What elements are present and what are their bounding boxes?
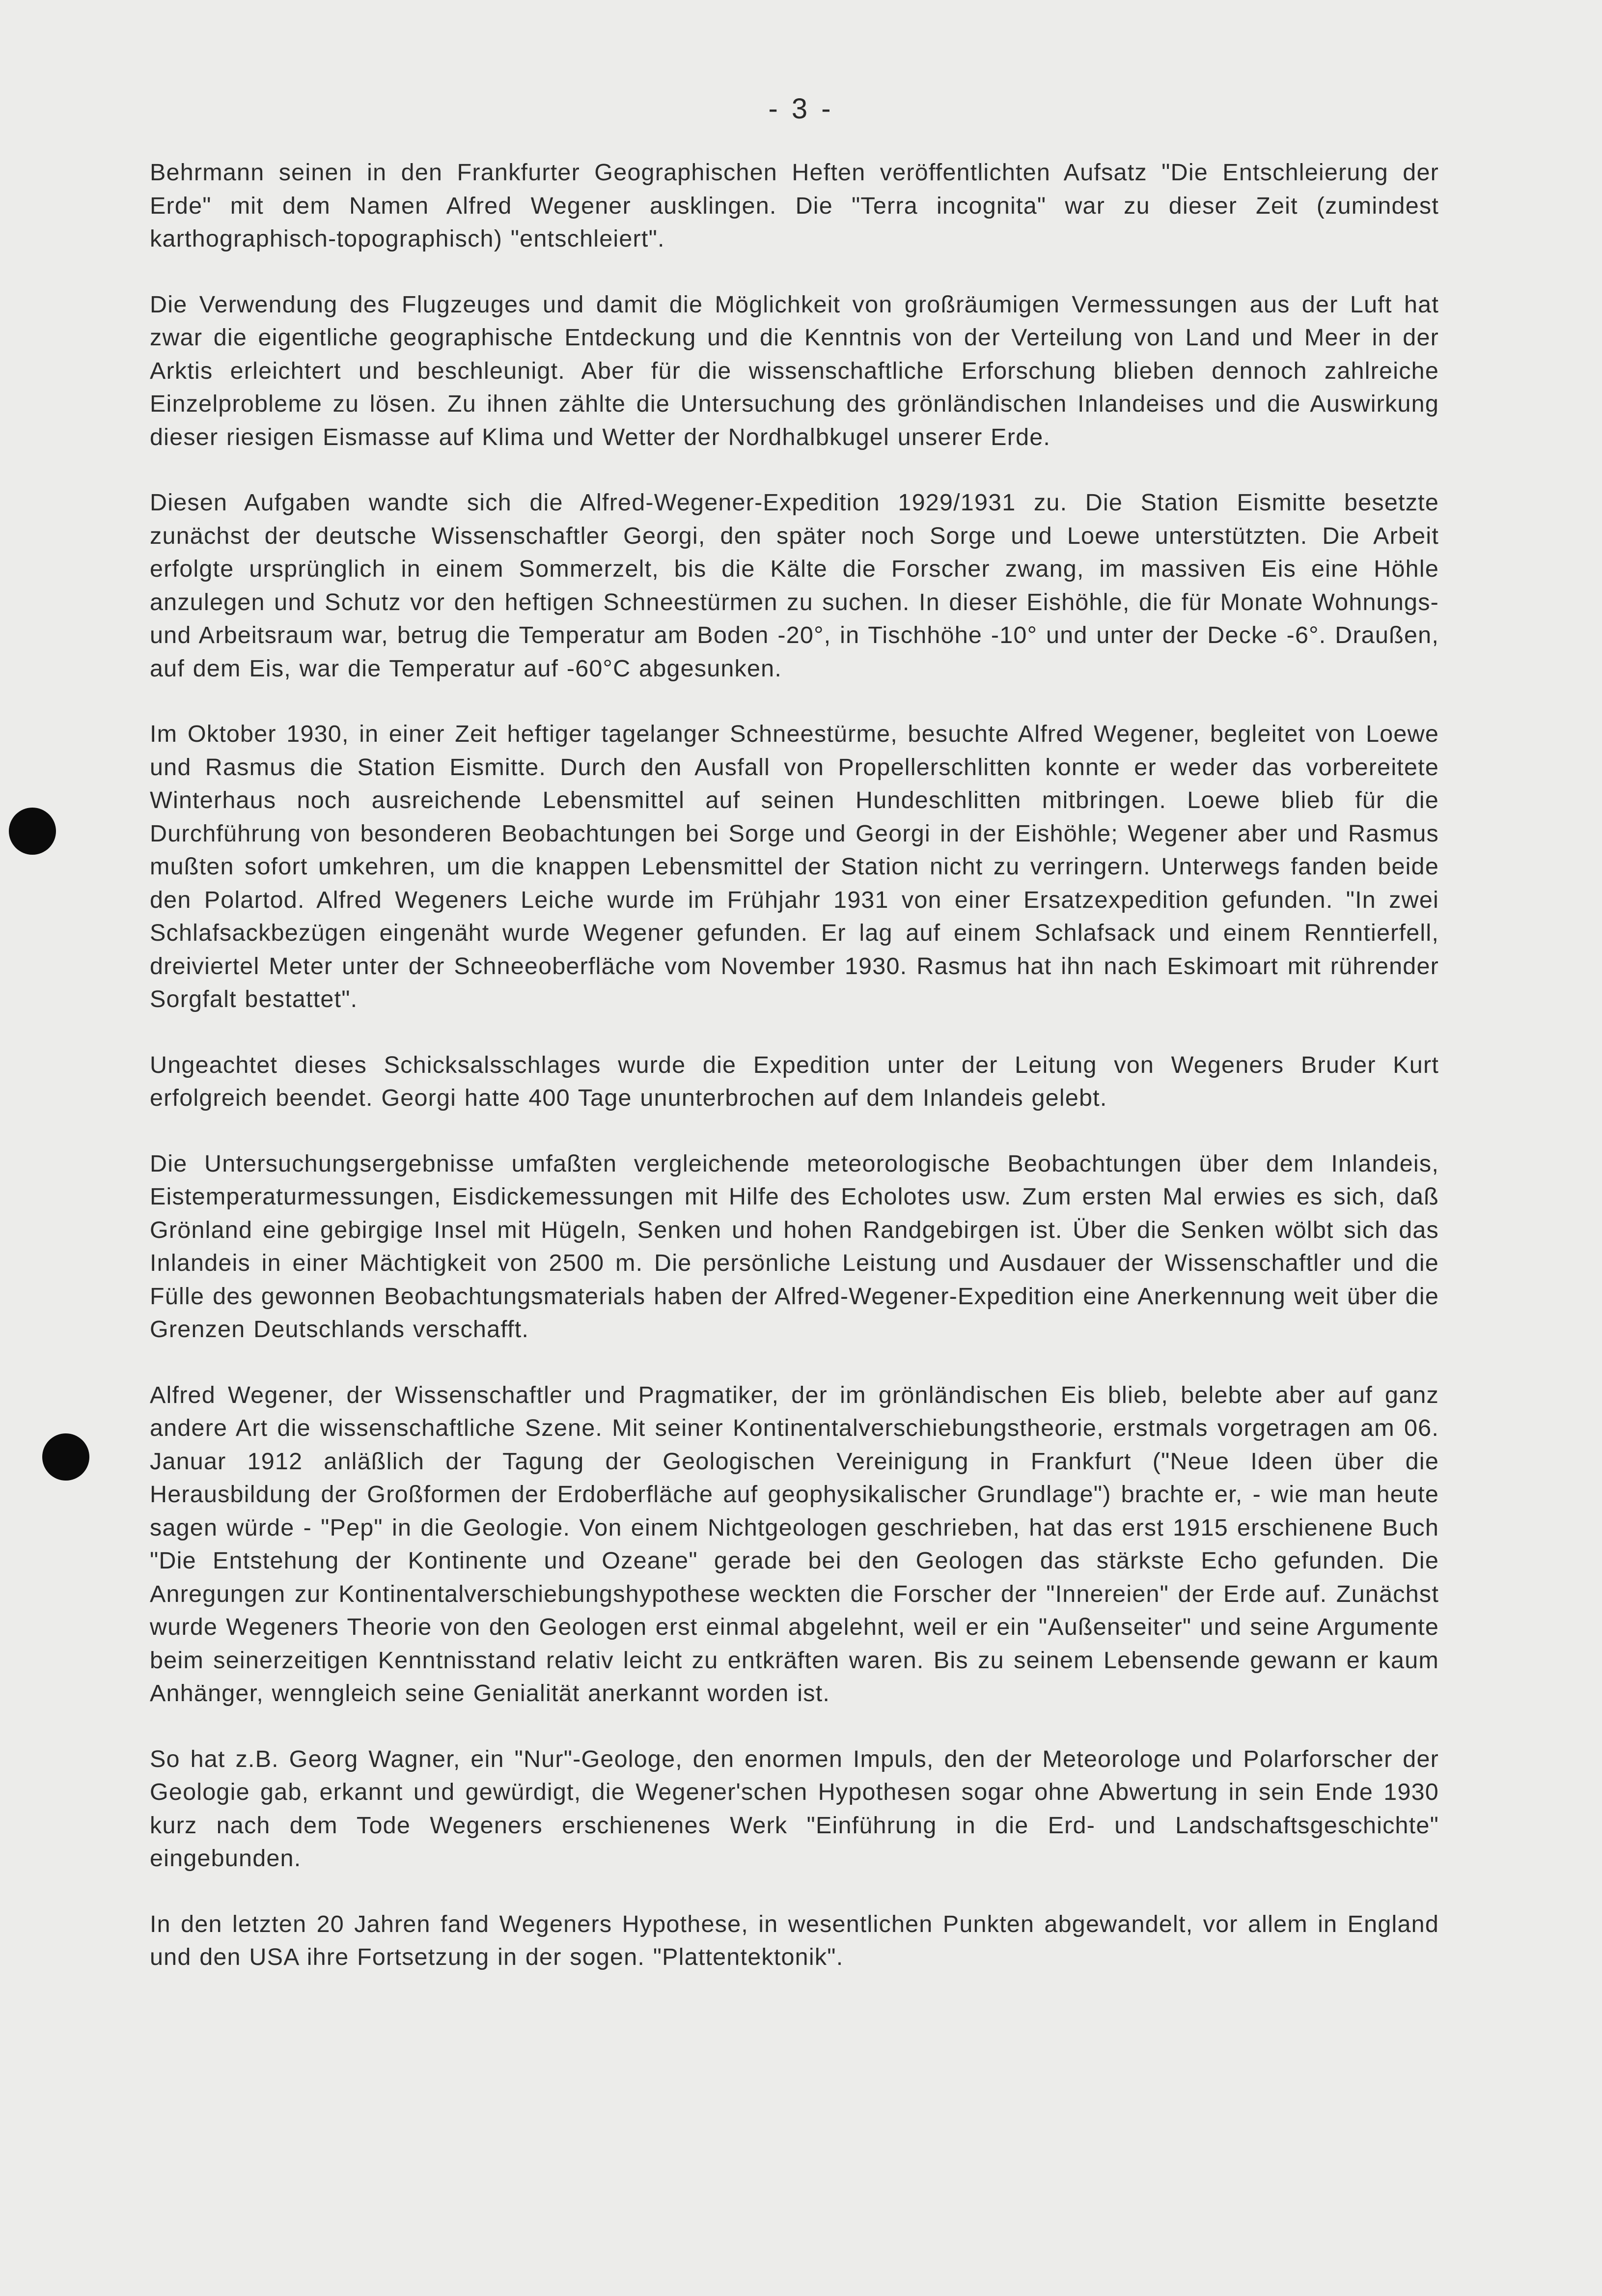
paragraph-oktober-1930: Im Oktober 1930, in einer Zeit heftiger tagelanger Schneestürme, besuchte Alfred Wegener, begleitet von Loewe und Rasmus die Station Eismitte. Durch den Ausfall von Propellerschlitten konnte er weder das vorbereitete Winterhaus noch ausreichende Lebensmittel auf seinen Hundeschlitten mitbringen. Loewe blieb für die Durchführung von besonderen Beobachtungen bei Sorge und Georgi in der Eishöhle; Wegener aber und Rasmus mußten sofort umkehren, um die knappen Lebensmittel der Station nicht zu verringern. Unterwegs fanden beide den Polartod. Alfred Wegeners Leiche wurde im Frühjahr 1931 von einer Ersatzexpedition gefunden. "In zwei Schlafsackbezügen eingenäht wurde Wegener gefunden. Er lag auf einem Schlafsack und einem Renntierfell, dreiviertel Meter unter der Schneeoberfläche vom November 1930. Rasmus hat ihn nach Eskimoart mit rührender Sorgfalt bestattet". bbox=[150, 721, 1439, 1012]
punch-hole-bottom bbox=[42, 1433, 89, 1481]
paragraph-kontinentalverschiebung: Alfred Wegener, der Wissenschaftler und Pragmatiker, der im grönländischen Eis blieb, belebte aber auf ganz andere Art die wissenschaftliche Szene. Mit seiner Kontinentalverschiebungstheorie, erstmals vorgetragen am 06. Januar 1912 anläßlich der Tagung der Geologischen Vereinigung in Frankfurt ("Neue Ideen über die Herausbildung der Großformen der Erdoberfläche auf geophysikalischer Grundlage") brachte er, - wie man heute sagen würde - "Pep" in die Geologie. Von einem Nichtgeologen geschrieben, hat das erst 1915 erschienene Buch "Die Entstehung der Kontinente und Ozeane" gerade bei den Geologen das stärkste Echo gefunden. Die Anregungen zur Kontinentalverschiebungshypothese weckten die Forscher der "Innereien" der Erde auf. Zunächst wurde Wegeners Theorie von den Geologen erst einmal abgelehnt, weil er ein "Außenseiter" und seine Argumente beim seinerzeitigen Kenntnisstand relativ leicht zu entkräften waren. Bis zu seinem Lebensende gewann er kaum Anhänger, wenngleich seine Genialität anerkannt worden ist. bbox=[150, 1381, 1439, 1707]
paragraph-georg-wagner: So hat z.B. Georg Wagner, ein "Nur"-Geologe, den enormen Impuls, den der Meteorologe und Polarforscher der Geologie gab, erkannt und gewürdigt, die Wegener'schen Hypothesen sogar ohne Abwertung in sein Ende 1930 kurz nach dem Tode Wegeners erschienenes Werk "Einführung in die Erd- und Landschaftsgeschichte" eingebunden. bbox=[150, 1745, 1439, 1872]
punch-hole-top bbox=[9, 808, 56, 855]
page-number: - 3 - bbox=[768, 93, 834, 125]
paragraph-plattentektonik: In den letzten 20 Jahren fand Wegeners Hypothese, in wesentlichen Punkten abgewandelt, vor allem in England und den USA ihre Fortsetzung in der sogen. "Plattentektonik". bbox=[150, 1910, 1439, 1970]
paragraph-behrmann: Behrmann seinen in den Frankfurter Geographischen Heften veröffentlichten Aufsatz "Die Entschleierung der Erde" mit dem Namen Alfred Wegener ausklingen. Die "Terra incognita" war zu dieser Zeit (zumindest karthographisch-topographisch) "entschleiert". bbox=[150, 159, 1439, 252]
paragraph-schicksalsschlag: Ungeachtet dieses Schicksalsschlages wurde die Expedition unter der Leitung von Wegeners Bruder Kurt erfolgreich beendet. Georgi hatte 400 Tage ununterbrochen auf dem Inlandeis gelebt. bbox=[150, 1051, 1439, 1111]
paragraph-untersuchungsergebnisse: Die Untersuchungsergebnisse umfaßten vergleichende meteorologische Beobachtungen über dem Inlandeis, Eistemperaturmessungen, Eisdickemessungen mit Hilfe des Echolotes usw. Zum ersten Mal erwies es sich, daß Grönland eine gebirgige Insel mit Hügeln, Senken und hohen Randgebirgen ist. Über die Senken wölbt sich das Inlandeis in einer Mächtigkeit von 2500 m. Die persönliche Leistung und Ausdauer der Wissenschaftler und die Fülle des gewonnen Beobachtungsmaterials haben der Alfred-Wegener-Expedition eine Anerkennung weit über die Grenzen Deutschlands verschafft. bbox=[150, 1150, 1439, 1343]
paragraph-flugzeug: Die Verwendung des Flugzeuges und damit die Möglichkeit von großräumigen Vermessungen aus der Luft hat zwar die eigentliche geographische Entdeckung und die Kenntnis von der Verteilung von Land und Meer in der Arktis erleichtert und beschleunigt. Aber für die wissenschaftliche Erforschung blieben dennoch zahlreiche Einzelprobleme zu lösen. Zu ihnen zählte die Untersuchung des grönländischen Inlandeises und die Auswirkung dieser riesigen Eismasse auf Klima und Wetter der Nordhalbkugel unserer Erde. bbox=[150, 291, 1439, 450]
paragraph-expedition: Diesen Aufgaben wandte sich die Alfred-Wegener-Expedition 1929/1931 zu. Die Station Eismitte besetzte zunächst der deutsche Wissenschaftler Georgi, den später noch Sorge und Loewe unterstützten. Die Arbeit erfolgte ursprünglich in einem Sommerzelt, bis die Kälte die Forscher zwang, im massiven Eis eine Höhle anzulegen und Schutz vor den heftigen Schneestürmen zu suchen. In dieser Eishöhle, die für Monate Wohnungs- und Arbeitsraum war, betrug die Temperatur am Boden -20°, in Tischhöhe -10° und unter der Decke -6°. Draußen, auf dem Eis, war die Temperatur auf -60°C abgesunken. bbox=[150, 489, 1439, 682]
document-body bbox=[150, 156, 1439, 2007]
